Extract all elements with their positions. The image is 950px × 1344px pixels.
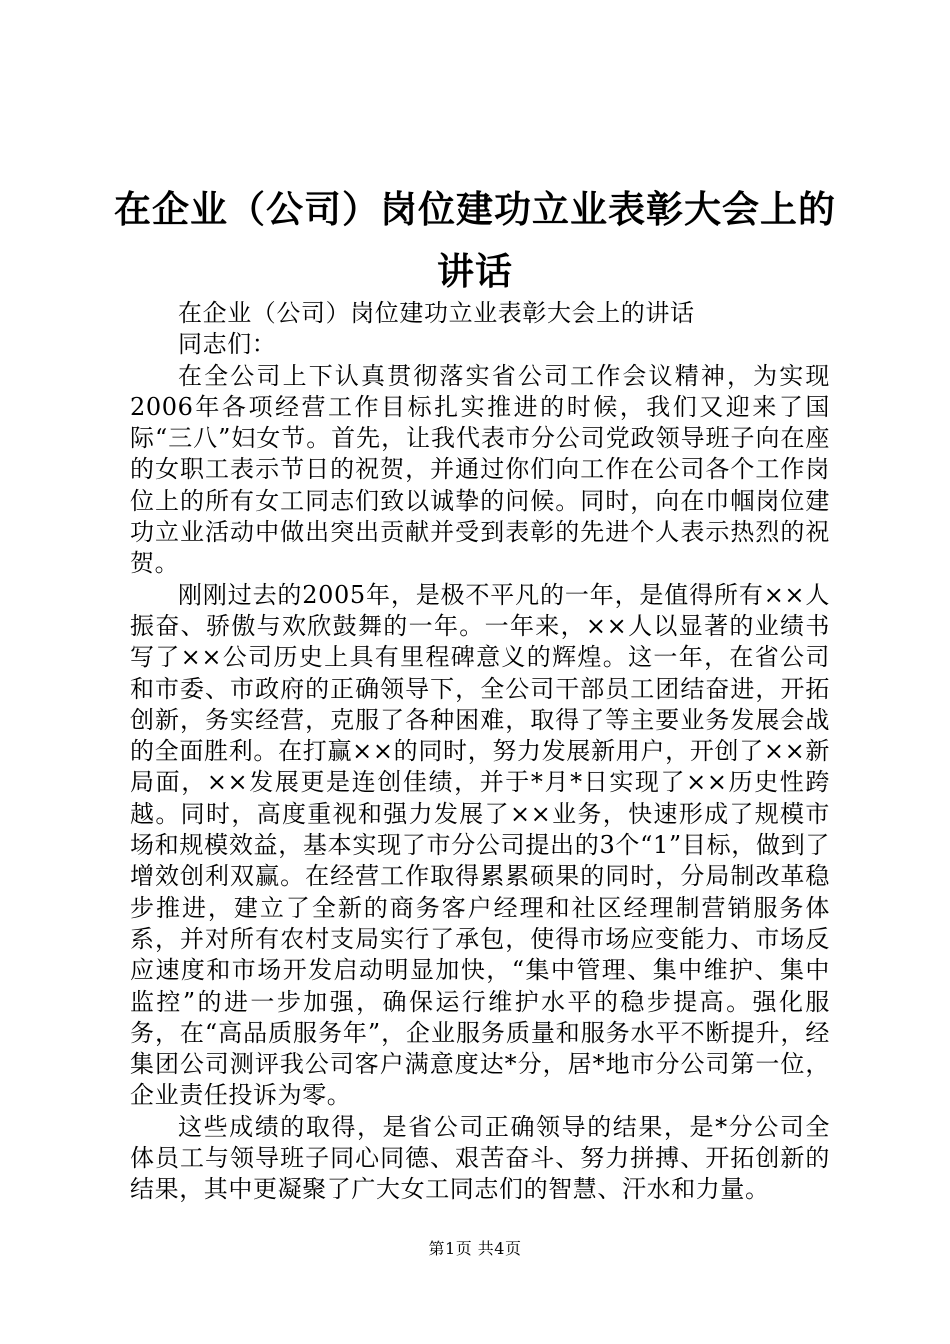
page-number-footer: 第1页 共4页 <box>428 1239 522 1258</box>
body-paragraph: 在全公司上下认真贯彻落实省公司工作会议精神，为实现2006年各项经营工作目标扎实推进的时候，我们又迎来了国际“三八”妇女节。首先，让我代表市分公司党政领导班子向在座的女职工表示节日的祝贺，并通过你们向工作在公司各个工作岗位上的所有女工同志们致以诚挚的问候。同时，向在巾帼岗位建功立业活动中做出突出贡献并受到表彰的先进个人表示热烈的祝贺。 <box>130 361 830 578</box>
salutation-paragraph: 同志们： <box>178 330 277 359</box>
body-paragraph: 这些成绩的取得，是省公司正确领导的结果，是*分公司全体员工与领导班子同心同德、艰苦奋斗、努力拼搏、开拓创新的结果，其中更凝聚了广大女工同志们的智慧、汗水和力量。 <box>130 1112 830 1204</box>
body-paragraph: 刚刚过去的2005年，是极不平凡的一年，是值得所有××人振奋、骄傲与欢欣鼓舞的一年。一年来，××人以显著的业绩书写了××公司历史上具有里程碑意义的辉煌。这一年，在省公司和市委、市政府的正确领导下，全公司干部员工团结奋进，开拓创新，务实经营，克服了各种困难，取得了等主要业务发展会战的全面胜利。在打赢××的同时，努力发展新用户，开创了××新局面，××发展更是连创佳绩，并于*月*日实现了××历史性跨越。同时，高度重视和强力发展了××业务，快速形成了规模市场和规模效益，基本实现了市分公司提出的3个“1”目标，做到了增效创利双赢。在经营工作取得累累硕果的同时，分局制改革稳步推进，建立了全新的商务客户经理和社区经理制营销服务体系，并对所有农村支局实行了承包，使得市场应变能力、市场反应速度和市场开发启动明显加快，“集中管理、集中维护、集中监控”的进一步加强，确保运行维护水平的稳步提高。强化服务，在“高品质服务年”，企业服务质量和服务水平不断提升，经集团公司测评我公司客户满意度达*分，居*地市分公司第一位，企业责任投诉为零。 <box>130 580 830 1110</box>
document-title: 在企业（公司）岗位建功立业表彰大会上的讲话 <box>114 187 836 293</box>
document-body <box>130 298 830 1206</box>
repeated-title-paragraph: 在企业（公司）岗位建功立业表彰大会上的讲话 <box>178 299 695 327</box>
